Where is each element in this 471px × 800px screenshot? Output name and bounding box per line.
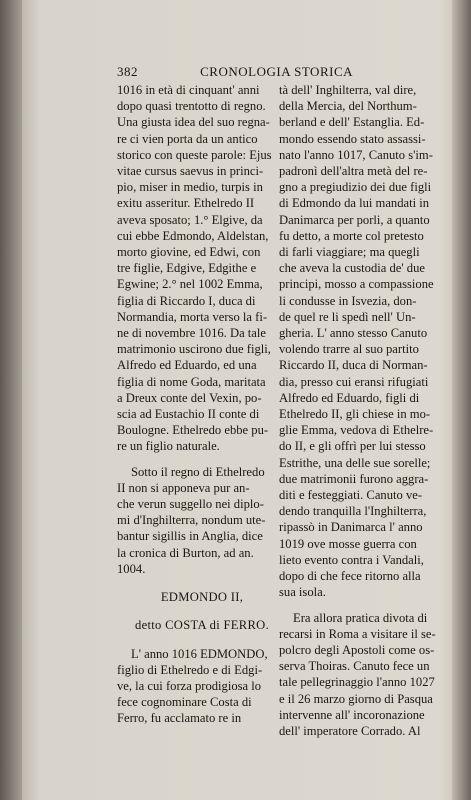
- text-line: de quel re li spedì nell' Un-: [279, 309, 416, 324]
- text-line: dopo quasi trentotto di regno.: [117, 99, 266, 114]
- text-line: gheria. L' anno stesso Canuto: [279, 326, 428, 341]
- text-line: nato l'anno 1017, Canuto s'im-: [279, 147, 433, 162]
- text-line: li condusse in Isvezia, don-: [279, 293, 417, 308]
- text-line: dendo tranquilla l'Inghilterra,: [279, 504, 427, 519]
- text-line: Boulogne. Ethelredo ebbe pu-: [117, 423, 269, 438]
- text-line: Alfredo ed Eduardo, figli di: [279, 390, 420, 405]
- text-line: mi d'Inghilterra, nondum ute-: [117, 513, 266, 528]
- text-line: ripassò in Danimarca l' anno: [279, 520, 423, 535]
- text-line: storico con queste parole: Ejus: [117, 147, 272, 162]
- text-line: glie Emma, vedova di Ethelre-: [279, 423, 434, 438]
- text-line: figlia di Riccardo I, duca di: [117, 293, 256, 308]
- text-line: di Edmondo da lui mandati in: [279, 196, 430, 211]
- text-line: principi, mosso a compassione: [279, 277, 434, 292]
- text-line: Ethelredo II, gli chiese in mo-: [279, 407, 431, 422]
- text-line: a Dreux conte del Vexin, po-: [117, 390, 262, 405]
- text-line: exitu asseritur. Ethelredo II: [117, 196, 255, 211]
- text-line: ne di novembre 1016. Da tale: [117, 326, 266, 341]
- running-title: CRONOLOGIA STORICA: [200, 64, 353, 79]
- text-line: fu detto, a morte col pretesto: [279, 228, 424, 243]
- text-line: aveva sposato; 1.° Elgive, da: [117, 212, 263, 227]
- page-edge: [452, 0, 471, 800]
- text-line: Alfredo ed Eduardo, ed una: [117, 358, 257, 373]
- text-line: che aveva la custodia de' due: [279, 261, 425, 276]
- text-line: matrimonio uscirono due figli,: [117, 342, 271, 357]
- text-line: do II, e gli offrì per lui stesso: [279, 439, 426, 454]
- right-paragraph-1: [279, 82, 451, 601]
- right-paragraph-2: [279, 610, 451, 740]
- text-line: dopo di che fece ritorno alla: [279, 569, 421, 584]
- text-line: serva Thoiras. Canuto fece un: [279, 659, 430, 674]
- text-line: intervenne all' incoronazione: [279, 707, 425, 722]
- text-line: due matrimonii furono aggra-: [279, 471, 429, 486]
- left-paragraph-2: [117, 464, 287, 577]
- text-line: Estrithe, una delle sue sorelle;: [279, 455, 431, 470]
- text-line: Ferro, fu acclamato re in: [117, 711, 242, 726]
- text-line: la cronica di Burton, ad an.: [117, 545, 254, 560]
- text-line: cui ebbe Edmondo, Aldelstan,: [117, 228, 269, 243]
- left-paragraph-1: [117, 82, 287, 455]
- text-line: pio, miser in medio, turpis in: [117, 180, 263, 195]
- text-line: ve, la cui forza prodigiosa lo: [117, 678, 262, 693]
- text-line: 1004.: [117, 561, 146, 576]
- text-line: Danimarca per porli, a quanto: [279, 212, 430, 227]
- text-line: gno a pregiudizio dei due figli: [279, 180, 432, 195]
- text-line: figlio di Ethelredo e di Edgi-: [117, 662, 263, 677]
- text-line: recarsi in Roma a visitare il se-: [279, 626, 436, 641]
- text-line: padronì dell'altra metà del re-: [279, 164, 428, 179]
- text-line: Una giusta idea del suo regna-: [117, 115, 270, 130]
- text-line: tre figlie, Edgive, Edgithe e: [117, 261, 257, 276]
- text-line: scia ad Eustachio II conte di: [117, 407, 260, 422]
- text-line: Era allora pratica divota di: [293, 610, 428, 625]
- left-column: [117, 82, 287, 727]
- text-line: Riccardo II, duca di Norman-: [279, 358, 428, 373]
- text-line: morto giovine, ed Edwi, con: [117, 245, 261, 260]
- text-line: figlia di nome Goda, maritata: [117, 374, 266, 389]
- text-line: Normandia, morta verso la fi-: [117, 309, 268, 324]
- text-line: volendo trarre al suo partito: [279, 342, 419, 357]
- text-line: sua isola.: [279, 585, 326, 600]
- text-line: re un figlio naturale.: [117, 439, 220, 454]
- text-line: che verun suggello nei diplo-: [117, 497, 264, 512]
- text-line: 1016 in età di cinquant' anni: [117, 83, 260, 97]
- text-line: berland e dell' Estanglia. Ed-: [279, 115, 425, 130]
- text-line: tà dell' Inghilterra, val dire,: [279, 83, 417, 97]
- text-line: L' anno 1016 EDMONDO,: [131, 646, 268, 661]
- text-line: Sotto il regno di Ethelredo: [131, 464, 265, 479]
- text-line: dell' imperatore Corrado. Al: [279, 723, 421, 738]
- text-line: vitae cursus saevus in princi-: [117, 164, 264, 179]
- text-line: Egwine; 2.° nel 1002 Emma,: [117, 277, 263, 292]
- text-line: tale pellegrinaggio l'anno 1027: [279, 675, 435, 690]
- text-line: polcro degli Apostoli come os-: [279, 642, 435, 657]
- text-line: mondo essendo stato assassi-: [279, 131, 426, 146]
- text-line: 1019 ove mosse guerra con: [279, 536, 417, 551]
- left-paragraph-3: [117, 646, 287, 727]
- section-heading: EDMONDO II,: [160, 590, 244, 605]
- text-line: bantur sigillis in Anglia, dice: [117, 529, 263, 544]
- section-subheading: detto COSTA di FERRO.: [134, 618, 270, 633]
- text-line: e il 26 marzo giorno di Pasqua: [279, 691, 433, 706]
- running-head: [117, 64, 353, 82]
- text-line: della Mercia, del Northum-: [279, 99, 417, 114]
- book-gutter: [0, 0, 22, 800]
- right-column: [279, 82, 451, 739]
- text-line: di farli viaggiare; ma quegli: [279, 245, 420, 260]
- text-line: II non si apponeva pur an-: [117, 480, 250, 495]
- text-line: re ci vien porta da un antico: [117, 131, 258, 146]
- text-line: fece cognominare Costa di: [117, 695, 252, 710]
- text-line: diti e festeggiati. Canuto ve-: [279, 488, 423, 503]
- text-line: lieto evento contra i Vandali,: [279, 552, 424, 567]
- page-number: 382: [117, 64, 138, 79]
- text-line: dia, presso cui eransi rifugiati: [279, 374, 429, 389]
